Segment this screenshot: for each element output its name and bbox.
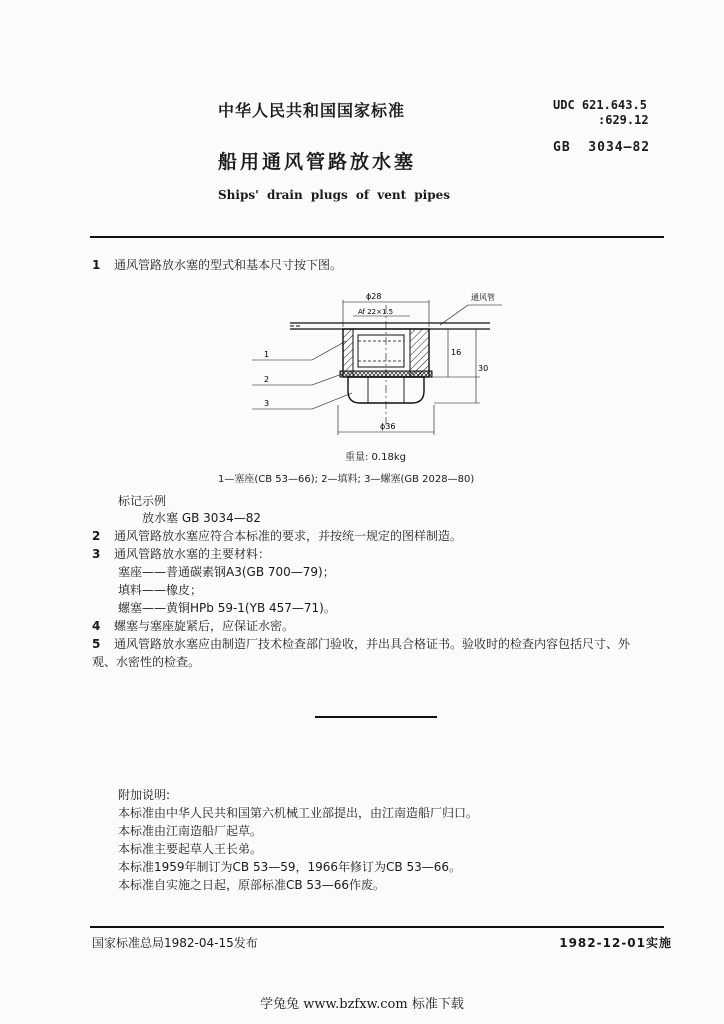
udc-code-continued: :629.12	[598, 113, 649, 127]
site-watermark: 学兔兔 www.bzfxw.com 标准下载	[260, 997, 464, 1012]
section-text: 螺塞与塞座旋紧后，应保证水密。	[114, 619, 295, 633]
section-1	[92, 256, 342, 274]
note-line: 本标准1959年制订为CB 53—59，1966年修订为CB 53—66。	[118, 860, 462, 874]
end-divider	[315, 716, 437, 718]
section-number: 3	[92, 547, 101, 561]
footer-divider	[90, 926, 664, 928]
dim-top-label: ϕ28	[366, 292, 382, 301]
note-line: 本标准由中华人民共和国第六机械工业部提出，由江南造船厂归口。	[118, 806, 479, 820]
part-2-label: 2	[264, 375, 270, 384]
material-item: 塞座——普通碳素钢A3(GB 700—79)；	[118, 565, 335, 579]
page-title: 船用通风管路放水塞	[218, 151, 417, 173]
notes-heading: 附加说明:	[118, 788, 171, 802]
marking-example: 放水塞 GB 3034—82	[142, 511, 261, 525]
header-divider	[90, 236, 664, 238]
section-text: 通风管路放水塞应由制造厂技术检查部门验收，并出具合格证书。验收时的检查内容包括尺寸、外	[114, 637, 631, 651]
section-text: 通风管路放水塞的型式和基本尺寸按下图。	[114, 258, 343, 272]
section-text: 通风管路放水塞应符合本标准的要求，并按统一规定的图样制造。	[114, 529, 463, 543]
section-2	[92, 527, 462, 545]
section-text: 通风管路放水塞的主要材料：	[114, 547, 271, 561]
section-number: 2	[92, 529, 101, 543]
section-5-continued: 观、水密性的检查。	[92, 655, 201, 669]
note-line: 本标准由江南造船厂起草。	[118, 824, 263, 838]
issue-date: 国家标准总局1982-04-15发布	[92, 936, 258, 950]
effective-date: 1982-12-01实施	[559, 936, 672, 950]
note-line: 本标准自实施之日起，原部标准CB 53—66作废。	[118, 878, 385, 892]
page-title-english: Ships' drain plugs of vent pipes	[218, 188, 451, 202]
section-number: 5	[92, 637, 101, 651]
section-3	[92, 545, 270, 563]
dim-16-label: 16	[451, 348, 462, 357]
pipe-label: 通风管	[471, 293, 495, 302]
section-number: 4	[92, 619, 101, 633]
part-3-label: 3	[264, 399, 270, 408]
material-item: 填料——橡皮；	[118, 583, 203, 597]
drain-plug-drawing	[240, 285, 520, 465]
issuing-org: 中华人民共和国国家标准	[218, 101, 406, 120]
note-line: 本标准主要起草人王长弟。	[118, 842, 263, 856]
dim-bottom-label: ϕ36	[380, 422, 396, 431]
figure-caption: 1—塞座(CB 53—66); 2—填料; 3—螺塞(GB 2028—80)	[218, 474, 475, 485]
standard-number: GB 3034—82	[553, 140, 651, 155]
section-4	[92, 617, 294, 635]
weight-note: 重量: 0.18kg	[345, 452, 406, 463]
udc-code: UDC 621.643.5	[553, 98, 647, 112]
marking-heading: 标记示例	[118, 494, 167, 508]
section-number: 1	[92, 258, 101, 272]
dim-thread-label: Af 22×1.5	[358, 308, 394, 316]
section-5	[92, 635, 630, 653]
dim-30-label: 30	[478, 364, 489, 373]
material-item: 螺塞——黄铜HPb 59-1(YB 457—71)。	[118, 601, 336, 615]
part-1-label: 1	[264, 350, 270, 359]
